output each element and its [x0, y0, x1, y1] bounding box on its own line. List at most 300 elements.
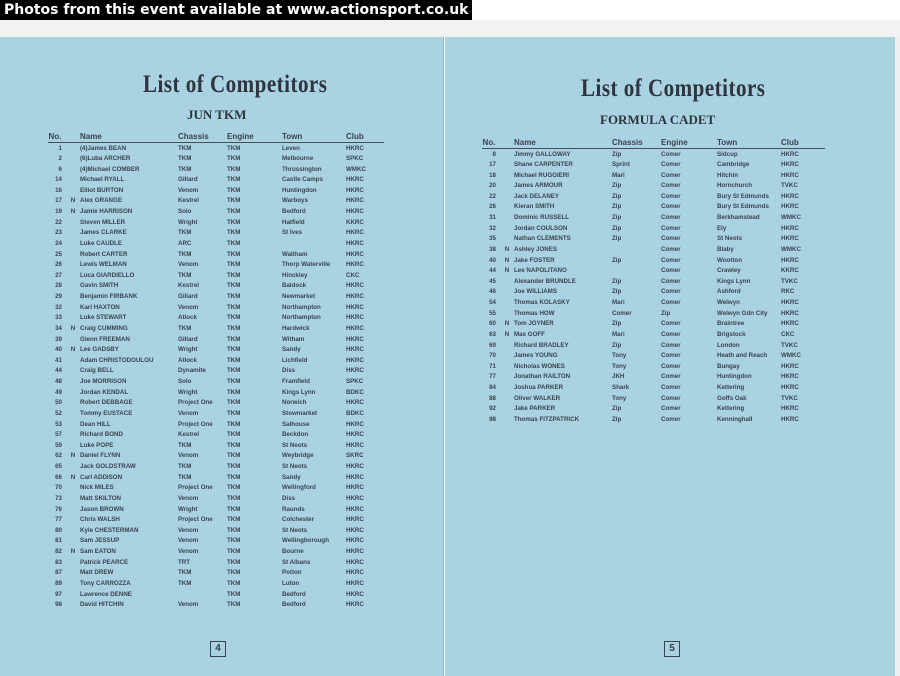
cell-name: Tommy EUSTACE: [80, 409, 133, 417]
cell-club: BDKC: [346, 409, 364, 417]
cell-name: Dominic RUSSELL: [514, 214, 570, 222]
cell-novice: N: [70, 452, 76, 460]
cell-town: Wellingborough: [282, 537, 329, 545]
cell-name: Karl HAXTON: [80, 303, 120, 311]
cell-novice: [66, 334, 80, 345]
cell-no: 2: [58, 154, 62, 162]
table-row: [482, 361, 825, 372]
cell-engine: TKM: [227, 335, 241, 343]
cell-engine: TKM: [227, 558, 241, 566]
cell-engine: Comer: [661, 182, 681, 190]
table-row: [482, 244, 825, 255]
cell-club: HKRC: [781, 384, 799, 392]
cell-town: Hinckley: [282, 271, 308, 279]
cell-name: Alex GRANGE: [80, 197, 122, 205]
cell-name: Adam CHRISTODOULOU: [80, 356, 154, 364]
cell-club: HKRC: [346, 250, 364, 258]
cell-novice: [66, 483, 80, 494]
cell-novice: [500, 180, 514, 191]
cell-chassis: Wright: [178, 388, 198, 396]
cell-chassis: Tony: [612, 394, 627, 402]
cell-chassis: TKM: [178, 250, 192, 258]
cell-chassis: Zip: [612, 203, 622, 211]
cell-engine: Comer: [661, 405, 681, 413]
cell-name: James ARMOUR: [514, 182, 563, 190]
cell-no: 38: [489, 245, 496, 253]
cell-no: 55: [489, 309, 496, 317]
cell-engine: Comer: [661, 341, 681, 349]
cell-engine: TKM: [227, 324, 241, 332]
table-header: [482, 138, 825, 149]
cell-engine: Comer: [661, 415, 681, 423]
cell-chassis: Zip: [612, 214, 622, 222]
cell-club: WMKC: [781, 245, 801, 253]
cell-chassis: TKM: [178, 154, 192, 162]
col-no: No.: [482, 138, 500, 149]
cell-club: HKRC: [346, 314, 364, 322]
cell-no: 45: [489, 277, 496, 285]
cell-club: HKRC: [346, 473, 364, 481]
cell-name: Benjamin FIRBANK: [80, 293, 138, 301]
cell-name: Gavin SMITH: [80, 282, 119, 290]
table-row: [48, 440, 384, 451]
cell-chassis: TKM: [178, 463, 192, 471]
cell-no: 82: [55, 548, 62, 556]
cell-club: HKRC: [346, 282, 364, 290]
cell-name: Luke STEWART: [80, 314, 127, 322]
cell-no: 57: [55, 431, 62, 439]
table-row: [482, 223, 825, 234]
cell-club: HKRC: [781, 309, 799, 317]
table-row: [48, 323, 384, 334]
cell-club: HKRC: [346, 229, 364, 237]
cell-novice: [66, 419, 80, 430]
cell-name: Richard BRADLEY: [514, 341, 569, 349]
cell-chassis: JKH: [612, 373, 625, 381]
cell-no: 97: [55, 590, 62, 598]
cell-chassis: TKM: [178, 569, 192, 577]
cell-no: 73: [55, 494, 62, 502]
cell-engine: TKM: [227, 144, 241, 152]
cell-engine: Comer: [661, 330, 681, 338]
cell-chassis: Mari: [612, 171, 625, 179]
cell-chassis: Zip: [612, 224, 622, 232]
cell-no: 14: [55, 176, 62, 184]
cell-engine: Comer: [661, 171, 681, 179]
cell-club: HKRC: [781, 224, 799, 232]
table-row: [48, 238, 384, 249]
cell-engine: TKM: [227, 261, 241, 269]
cell-town: Berkhamstead: [717, 214, 760, 222]
cell-novice: [500, 191, 514, 202]
cell-no: 20: [489, 182, 496, 190]
cell-chassis: Wright: [178, 346, 198, 354]
cell-novice: [66, 429, 80, 440]
cell-chassis: Venom: [178, 303, 199, 311]
cell-club: HKRC: [781, 373, 799, 381]
cell-club: HKRC: [346, 335, 364, 343]
table-row: [48, 174, 384, 185]
cell-club: HKRC: [346, 261, 364, 269]
table-row: [48, 217, 384, 228]
cell-chassis: Zip: [612, 341, 622, 349]
cell-club: HKRC: [781, 171, 799, 179]
table-row: [48, 599, 384, 610]
cell-chassis: Mari: [612, 330, 625, 338]
table-row: [48, 504, 384, 515]
table-row: [482, 212, 825, 223]
cell-town: Northampton: [282, 303, 321, 311]
cell-chassis: Sprint: [612, 160, 630, 168]
cell-no: 71: [489, 362, 496, 370]
cell-novice: [66, 143, 80, 154]
cell-no: 87: [55, 569, 62, 577]
cell-town: Sandy: [282, 346, 301, 354]
cell-engine: TKM: [227, 537, 241, 545]
table-row: [48, 398, 384, 409]
cell-novice: [66, 408, 80, 419]
table-row: [48, 514, 384, 525]
cell-name: Craig CUMMING: [80, 324, 128, 332]
table-row: [48, 334, 384, 345]
cell-club: TVKC: [781, 277, 798, 285]
cell-engine: TKM: [227, 208, 241, 216]
table-row: [48, 557, 384, 568]
cell-chassis: Project One: [178, 484, 213, 492]
cell-chassis: Kestrel: [178, 282, 199, 290]
cell-novice: [500, 382, 514, 393]
cell-chassis: TKM: [178, 229, 192, 237]
table-row: [482, 234, 825, 245]
cell-club: TVKC: [781, 341, 798, 349]
cell-name: Lee NAPOLITANO: [514, 267, 567, 275]
cell-novice: [66, 238, 80, 249]
class-heading: FORMULA CADET: [600, 112, 716, 127]
cell-engine: TKM: [227, 165, 241, 173]
cell-no: 28: [55, 282, 62, 290]
cell-town: Diss: [282, 494, 296, 502]
table-row: [482, 265, 825, 276]
cell-club: HKRC: [781, 320, 799, 328]
cell-name: Lee GADSBY: [80, 346, 119, 354]
cell-name: Richard BOND: [80, 431, 123, 439]
cell-no: 66: [55, 473, 62, 481]
cell-novice: N: [504, 330, 510, 338]
cell-chassis: Zip: [612, 320, 622, 328]
cell-name: (4)Michael COMBER: [80, 165, 140, 173]
cell-no: 98: [55, 601, 62, 609]
cell-club: HKRC: [346, 601, 364, 609]
cell-no: 65: [55, 463, 62, 471]
cell-name: Nathan CLEMENTS: [514, 235, 571, 243]
cell-engine: Comer: [661, 373, 681, 381]
cell-novice: [66, 366, 80, 377]
cell-engine: Comer: [661, 320, 681, 328]
table-row: [48, 344, 384, 355]
cell-name: Nicholas WONES: [514, 362, 565, 370]
cell-name: Alexander BRUNDLE: [514, 277, 576, 285]
cell-engine: TKM: [227, 569, 241, 577]
table-row: [48, 376, 384, 387]
cell-chassis: TKM: [178, 165, 192, 173]
col-club: Club: [781, 138, 825, 149]
cell-club: HKRC: [346, 208, 364, 216]
cell-engine: TKM: [227, 601, 241, 609]
cell-chassis: Mari: [612, 299, 625, 307]
cell-novice: [66, 217, 80, 228]
cell-chassis: TKM: [178, 324, 192, 332]
cell-town: Raunds: [282, 505, 305, 513]
cell-club: HKRC: [346, 144, 364, 152]
cell-engine: TKM: [227, 431, 241, 439]
cell-novice: [66, 578, 80, 589]
cell-chassis: Shark: [612, 384, 630, 392]
cell-name: Nick MILES: [80, 484, 114, 492]
table-row: [48, 429, 384, 440]
cell-town: Bourne: [282, 548, 304, 556]
cell-town: Salhouse: [282, 420, 310, 428]
cell-novice: [66, 398, 80, 409]
table-row: [48, 568, 384, 579]
table-row: [48, 355, 384, 366]
cell-engine: TKM: [227, 505, 241, 513]
cell-name: Sam EATON: [80, 548, 116, 556]
cell-no: 54: [489, 299, 496, 307]
cell-town: Stowmarket: [282, 409, 318, 417]
cell-engine: TKM: [227, 441, 241, 449]
cell-name: Michael RYALL: [80, 176, 125, 184]
cell-chassis: Gillard: [178, 293, 198, 301]
table-row: [48, 493, 384, 504]
cell-novice: [500, 404, 514, 415]
col-novice: [66, 132, 80, 143]
cell-no: 22: [55, 218, 62, 226]
cell-chassis: Venom: [178, 186, 199, 194]
cell-no: 83: [55, 558, 62, 566]
cell-name: Matt SKILTON: [80, 494, 122, 502]
cell-name: Chris WALSH: [80, 516, 120, 524]
cell-novice: [500, 297, 514, 308]
cell-no: 46: [489, 288, 496, 296]
cell-engine: TKM: [227, 218, 241, 226]
cell-town: [282, 238, 346, 249]
cell-chassis: Venom: [178, 494, 199, 502]
cell-engine: Comer: [661, 245, 681, 253]
cell-town: Welwyn Gdn City: [717, 309, 768, 317]
cell-name: Jimmy GALLOWAY: [514, 150, 571, 158]
cell-town: Cambridge: [717, 160, 750, 168]
cell-name: Tom JOYNER: [514, 320, 554, 328]
cell-no: 52: [55, 409, 62, 417]
cell-chassis: Wright: [178, 505, 198, 513]
cell-no: 77: [55, 516, 62, 524]
cell-club: HKRC: [346, 303, 364, 311]
cell-chassis: ARC: [178, 239, 192, 247]
table-row: [482, 170, 825, 181]
table-row: [48, 589, 384, 600]
cell-club: HKRC: [346, 420, 364, 428]
cell-town: Colchester: [282, 516, 314, 524]
cell-town: Kings Lynn: [282, 388, 316, 396]
cell-no: 27: [55, 271, 62, 279]
table-row: [482, 382, 825, 393]
cell-club: KKRC: [346, 218, 364, 226]
cell-club: HKRC: [781, 415, 799, 423]
cell-club: WMKC: [781, 214, 801, 222]
cell-name: Jason BROWN: [80, 505, 124, 513]
cell-town: Witham: [282, 335, 305, 343]
table-row: [482, 372, 825, 383]
table-row: [48, 525, 384, 536]
cell-engine: TKM: [227, 579, 241, 587]
cell-no: 39: [55, 335, 62, 343]
cell-chassis: Atlock: [178, 356, 197, 364]
cell-no: 92: [489, 405, 496, 413]
cell-engine: TKM: [227, 378, 241, 386]
cell-club: HKRC: [781, 235, 799, 243]
cell-town: Thorp Waterville: [282, 261, 331, 269]
cell-engine: Comer: [661, 160, 681, 168]
cell-novice: [66, 174, 80, 185]
cell-chassis: Atlock: [178, 314, 197, 322]
table-row: [482, 340, 825, 351]
cell-club: HKRC: [346, 197, 364, 205]
cell-engine: TKM: [227, 186, 241, 194]
col-town: Town: [717, 138, 781, 149]
cell-no: 41: [55, 356, 62, 364]
cell-no: 22: [489, 192, 496, 200]
cell-chassis: TRT: [178, 558, 191, 566]
cell-novice: [500, 393, 514, 404]
cell-no: 29: [55, 293, 62, 301]
cell-town: Bedford: [282, 590, 306, 598]
cell-name: Carl ADDISON: [80, 473, 123, 481]
cell-chassis: Zip: [612, 256, 622, 264]
table-body: [48, 143, 384, 611]
cell-engine: TKM: [227, 452, 241, 460]
cell-town: Weybridge: [282, 452, 314, 460]
table-row: [48, 270, 384, 281]
cell-novice: [66, 313, 80, 324]
cell-chassis: Gillard: [178, 335, 198, 343]
cell-town: Leven: [282, 144, 300, 152]
cell-novice: [66, 376, 80, 387]
cell-name: Matt DREW: [80, 569, 114, 577]
cell-name: Jake FOSTER: [514, 256, 555, 264]
cell-name: Patrick PEARCE: [80, 558, 129, 566]
cell-club: HKRC: [781, 299, 799, 307]
cell-club: SKRC: [346, 452, 364, 460]
table-row: [48, 164, 384, 175]
table-row: [482, 297, 825, 308]
cell-novice: N: [504, 256, 510, 264]
cell-name: Thomas KOLASKY: [514, 299, 570, 307]
cell-name: Luke POPE: [80, 441, 114, 449]
cell-name: Joe MORRISON: [80, 378, 127, 386]
cell-name: Glenn FREEMAN: [80, 335, 130, 343]
competitor-table: [48, 132, 384, 610]
cell-no: 17: [55, 197, 62, 205]
cell-club: TVKC: [781, 394, 798, 402]
cell-no: 23: [55, 229, 62, 237]
scan-edge: [895, 37, 900, 676]
cell-novice: [66, 270, 80, 281]
cell-town: Norwich: [282, 399, 307, 407]
table-row: [48, 259, 384, 270]
cell-novice: [500, 159, 514, 170]
cell-novice: [66, 153, 80, 164]
cell-town: Warboys: [282, 197, 308, 205]
col-town: Town: [282, 132, 346, 143]
cell-club: HKRC: [346, 239, 364, 247]
cell-name: Ashley JONES: [514, 245, 557, 253]
cell-town: Crawley: [717, 267, 741, 275]
cell-name: Lawrence DENNE: [80, 590, 132, 598]
page-title: List of Competitors: [143, 69, 328, 98]
cell-novice: N: [70, 324, 76, 332]
table-row: [48, 196, 384, 207]
cell-no: 77: [489, 373, 496, 381]
cell-town: Newmarket: [282, 293, 316, 301]
table-row: [482, 255, 825, 266]
cell-engine: TKM: [227, 484, 241, 492]
cell-chassis: Solo: [178, 378, 192, 386]
cell-engine: TKM: [227, 239, 241, 247]
cell-club: HKRC: [346, 526, 364, 534]
cell-chassis: Zip: [612, 235, 622, 243]
class-heading: JUN TKM: [187, 107, 247, 122]
cell-novice: [500, 350, 514, 361]
cell-club: HKRC: [346, 579, 364, 587]
cell-town: Framfield: [282, 378, 310, 386]
cell-club: HKRC: [346, 293, 364, 301]
cell-no: 31: [489, 214, 496, 222]
cell-no: 70: [489, 352, 496, 360]
cell-town: Ashford: [717, 288, 741, 296]
cell-novice: [66, 228, 80, 239]
cell-club: CKC: [346, 271, 360, 279]
cell-engine: TKM: [227, 197, 241, 205]
table-row: [48, 536, 384, 547]
cell-novice: [500, 212, 514, 223]
cell-no: 32: [55, 303, 62, 311]
col-chassis: Chassis: [612, 138, 661, 149]
cell-name: James CLARKE: [80, 229, 127, 237]
table-row: [48, 185, 384, 196]
table-row: [482, 180, 825, 191]
cell-town: St Neots: [282, 441, 308, 449]
cell-engine: TKM: [227, 516, 241, 524]
cell-novice: N: [70, 197, 76, 205]
page-number: 4: [210, 641, 226, 657]
cell-club: HKRC: [346, 431, 364, 439]
cell-novice: [66, 185, 80, 196]
table-row: [48, 143, 384, 154]
cell-novice: [500, 287, 514, 298]
cell-novice: [66, 557, 80, 568]
cell-chassis: [612, 244, 661, 255]
cell-chassis: Tony: [612, 352, 627, 360]
cell-no: 6: [58, 165, 62, 173]
cell-chassis: Venom: [178, 548, 199, 556]
table-row: [482, 350, 825, 361]
table-header: [48, 132, 384, 143]
table-row: [48, 472, 384, 483]
cell-novice: [66, 440, 80, 451]
cell-town: Kenninghall: [717, 415, 753, 423]
cell-club: HKRC: [346, 367, 364, 375]
cell-town: Luton: [282, 579, 300, 587]
